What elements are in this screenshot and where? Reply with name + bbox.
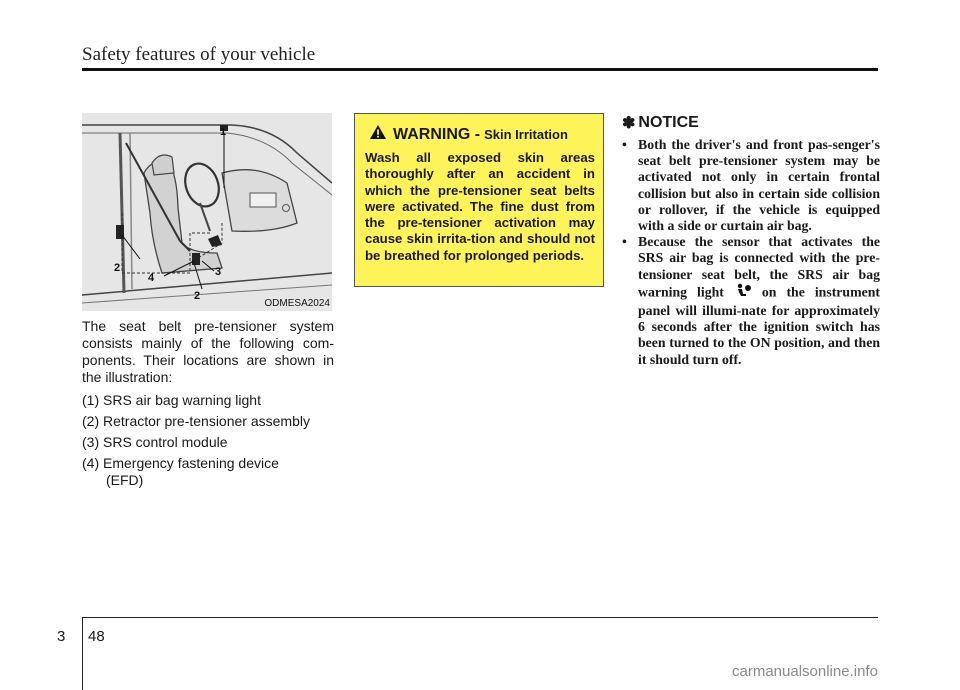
header-rule [82, 68, 878, 71]
airbag-warning-icon [734, 283, 752, 303]
notice-title: NOTICE [638, 114, 699, 131]
warning-text: Wash all exposed skin areas thoroughly after an accident in which the pre-tensioner seat belts were activated. The fine dust from the pre-tensioner activation may cause skin irrita-tion and should not be breathed for prolonged periods. [365, 150, 595, 263]
warning-heading [369, 124, 568, 145]
warning-triangle-icon [369, 124, 387, 145]
list-item: • Both the driver's and front pas-senger's seat belt pre-tensioner system may be activated not only in certain frontal collision but also in certain side collision or rollover, if the vehicle is equipped with a side or curtain air bag. [622, 137, 880, 234]
pretensioner-description [82, 318, 334, 493]
list-item: (4) Emergency fastening device (EFD) [82, 455, 279, 488]
notice-section [622, 113, 880, 368]
callout-2a: 2 [114, 262, 121, 274]
warning-subject: Skin Irritation [484, 127, 568, 142]
notice-symbol: ✽ [622, 115, 636, 132]
page-number: 48 [88, 628, 105, 645]
figure-code: ODMESA2024 [264, 298, 330, 309]
footer-vertical-rule [82, 617, 83, 690]
list-item: (3) SRS control module [82, 434, 228, 450]
list-item: • Because the sensor that activates the SRS air bag is connected with the pre-tensioner seat belt, the SRS air bag warning light on the instrument panel will illumi-nate for approximately 6 seconds after the ignition switch has been turned to the ON position, and then it should turn off. [622, 234, 880, 367]
page-header-title: Safety features of your vehicle [82, 44, 316, 65]
callout-3: 3 [215, 266, 222, 278]
callout-1: 1 [220, 126, 227, 138]
intro-paragraph: The seat belt pre-tensioner system consists mainly of the following com-ponents. Their locations are shown in the illustration: [82, 318, 334, 385]
component-list [82, 392, 334, 489]
callout-4: 4 [148, 272, 155, 284]
seatbelt-illustration [82, 113, 332, 311]
section-number: 3 [57, 628, 66, 645]
list-item: (1) SRS air bag warning light [82, 392, 261, 408]
list-item: (2) Retractor pre-tensioner assembly [82, 413, 310, 429]
callout-2b: 2 [194, 290, 201, 302]
warning-box [354, 113, 604, 287]
car-interior-drawing [82, 113, 332, 311]
footer-rule [82, 617, 878, 618]
notice-heading [622, 113, 880, 133]
notice-list [622, 137, 880, 368]
warning-word: WARNING - [393, 125, 481, 143]
site-watermark: carmanualsonline.info [732, 663, 878, 680]
